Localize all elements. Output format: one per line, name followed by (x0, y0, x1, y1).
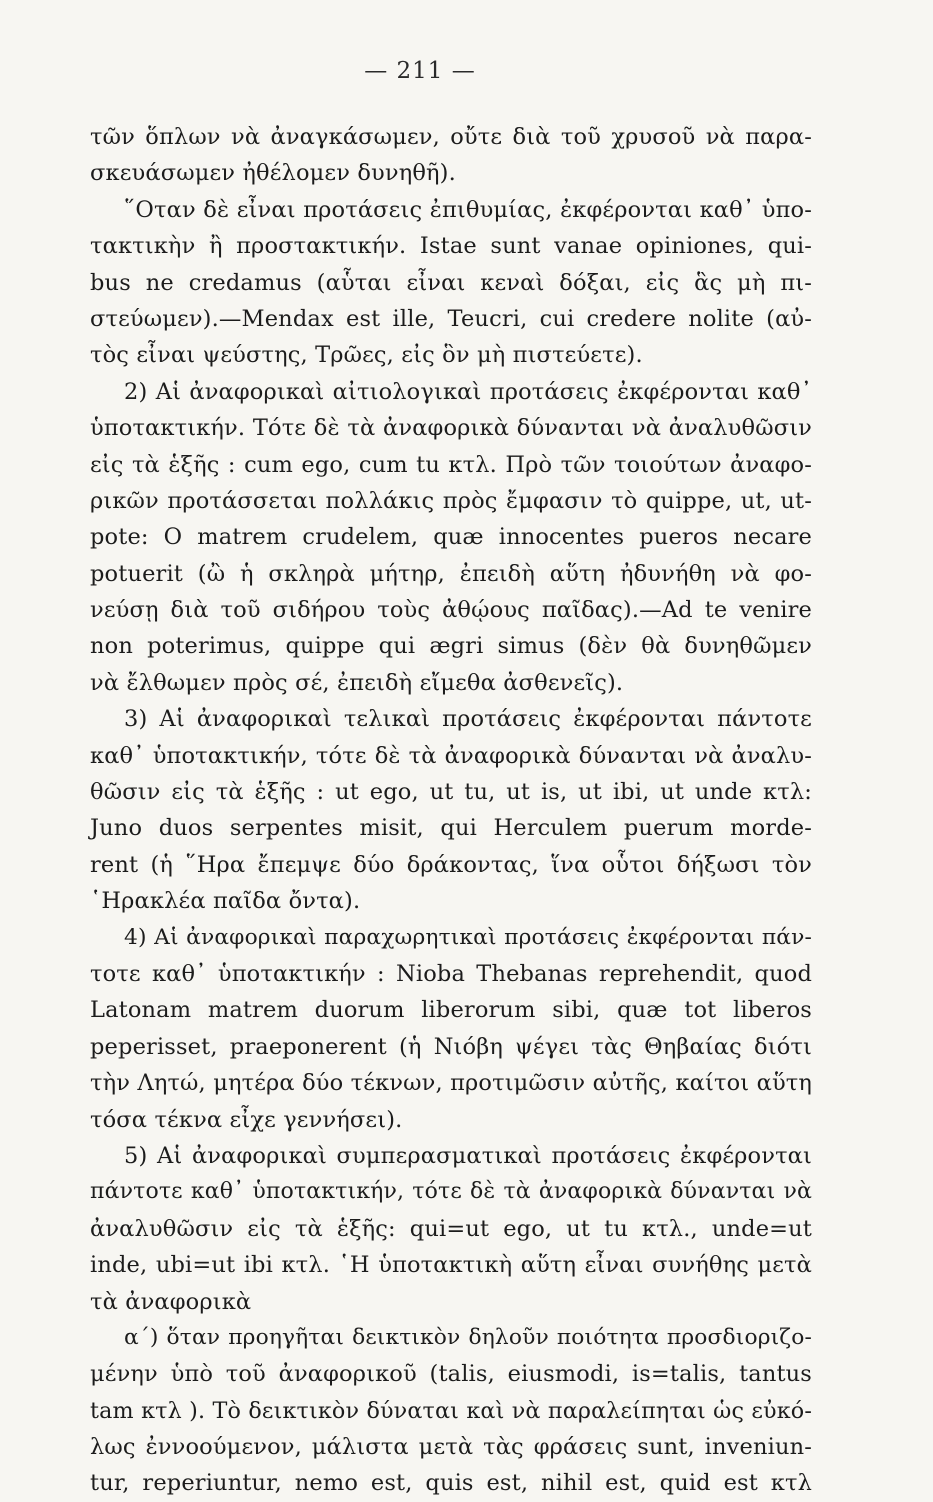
text-line: μένην ὑπὸ τοῦ ἀναφορικοῦ (talis, eiusmodi, is=talis, tantus (90, 1361, 812, 1388)
page-number: — 211 — (364, 58, 476, 84)
text-line: θῶσιν εἰς τὰ ἑξῆς : ut ego, ut tu, ut is, ut ibi, ut unde κτλ: (90, 779, 812, 806)
text-line: τακτικὴν ἢ προστακτικήν. Istae sunt vanae opiniones, qui- (90, 233, 812, 260)
text-line: νεύσῃ διὰ τοῦ σιδήρου τοὺς ἀθῴους παῖδας).—Ad te venire (90, 597, 812, 624)
text-line: peperisset, praeponerent (ἡ Νιόβη ψέγει τὰς Θηβαίας διότι (90, 1033, 812, 1060)
text-line: potuerit (ὢ ἡ σκληρὰ μήτηρ, ἐπειδὴ αὕτη ἠδυνήθη νὰ φο- (90, 560, 812, 587)
text-line: Juno duos serpentes misit, qui Herculem puerum morde- (90, 815, 812, 842)
body-text (90, 119, 812, 1502)
text-line: τοτε καθ᾿ ὑποτακτικήν : Nioba Thebanas reprehendit, quod (90, 960, 812, 987)
text-line: ρικῶν προτάσσεται πολλάκις πρὸς ἔμφασιν τὸ quippe, ut, ut- (90, 487, 812, 514)
text-line: 2) Αἱ ἀναφορικαὶ αἰτιολογικαὶ προτάσεις ἐκφέρονται καθ᾿ (124, 378, 812, 405)
text-line: 4) Αἱ ἀναφορικαὶ παραχωρητικαὶ προτάσεις ἐκφέρονται πάν- (124, 924, 812, 950)
text-line: ῾Ηρακλέα παῖδα ὄντα). (90, 888, 361, 915)
text-line: bus ne credamus (αὗται εἶναι κεναὶ δόξαι, εἰς ἃς μὴ πι- (90, 269, 812, 296)
text-line: σκευάσωμεν ἠθέλομεν δυνηθῆ). (90, 160, 456, 187)
text-line: ῞Οταν δὲ εἶναι προτάσεις ἐπιθυμίας, ἐκφέρονται καθ᾿ ὑπο- (124, 196, 812, 223)
text-line: ἀναλυθῶσιν εἰς τὰ ἑξῆς: qui=ut ego, ut tu κτλ., unde=ut (90, 1215, 812, 1242)
text-line: inde, ubi=ut ibi κτλ. ῾Η ὑποτακτικὴ αὕτη εἶναι συνήθης μετὰ (90, 1252, 812, 1279)
text-line: νὰ ἔλθωμεν πρὸς σέ, ἐπειδὴ εἴμεθα ἀσθενεῖς). (90, 669, 624, 696)
text-line: τὸς εἶναι ψεύστης, Τρῶες, εἰς ὃν μὴ πιστεύετε). (90, 342, 643, 369)
text-line: ὑποτακτικήν. Τότε δὲ τὰ ἀναφορικὰ δύνανται νὰ ἀναλυθῶσιν (90, 415, 812, 442)
text-line: tam κτλ ). Τὸ δεικτικὸν δύναται καὶ νὰ παραλείπηται ὡς εὐκό- (90, 1397, 812, 1424)
text-line: non poterimus, quippe qui ægri simus (δὲν θὰ δυνηθῶμεν (90, 633, 812, 660)
text-line: α΄) ὅταν προηγῆται δεικτικὸν δηλοῦν ποιότητα προσδιοριζο- (124, 1324, 812, 1350)
text-line: 3) Αἱ ἀναφορικαὶ τελικαὶ προτάσεις ἐκφέρονται πάντοτε (124, 706, 812, 733)
text-line: tur, reperiuntur, nemo est, quis est, nihil est, quid est κτλ (90, 1470, 812, 1497)
text-line: λως ἐννοούμενον, μάλιστα μετὰ τὰς φράσεις sunt, inveniun- (90, 1434, 812, 1461)
text-line: rent (ἡ ῞Ηρα ἔπεμψε δύο δράκοντας, ἵνα οὗτοι δήξωσι τὸν (90, 851, 812, 878)
text-line: 5) Αἱ ἀναφορικαὶ συμπερασματικαὶ προτάσεις ἐκφέρονται (124, 1142, 812, 1169)
text-line: πάντοτε καθ᾿ ὑποτακτικήν, τότε δὲ τὰ ἀναφορικὰ δύνανται νὰ (90, 1179, 812, 1205)
text-line: pote: O matrem crudelem, quæ innocentes pueros necare (90, 524, 812, 551)
text-line: στεύωμεν).—Mendax est ille, Teucri, cui credere nolite (αὐ- (90, 305, 812, 332)
text-line: καθ᾿ ὑποτακτικήν, τότε δὲ τὰ ἀναφορικὰ δύνανται νὰ ἀναλυ- (90, 742, 812, 769)
text-line: τὰ ἀναφορικὰ (90, 1288, 252, 1315)
text-line: τόσα τέκνα εἶχε γεννήσει). (90, 1106, 403, 1133)
text-line: Latonam matrem duorum liberorum sibi, quæ tot liberos (90, 997, 812, 1024)
text-line: τῶν ὅπλων νὰ ἀναγκάσωμεν, οὔτε διὰ τοῦ χρυσοῦ νὰ παρα- (90, 124, 812, 150)
text-line: εἰς τὰ ἑξῆς : cum ego, cum tu κτλ. Πρὸ τῶν τοιούτων ἀναφο- (90, 451, 812, 478)
text-line: τὴν Λητώ, μητέρα δύο τέκνων, προτιμῶσιν αὐτῆς, καίτοι αὕτη (90, 1070, 812, 1097)
